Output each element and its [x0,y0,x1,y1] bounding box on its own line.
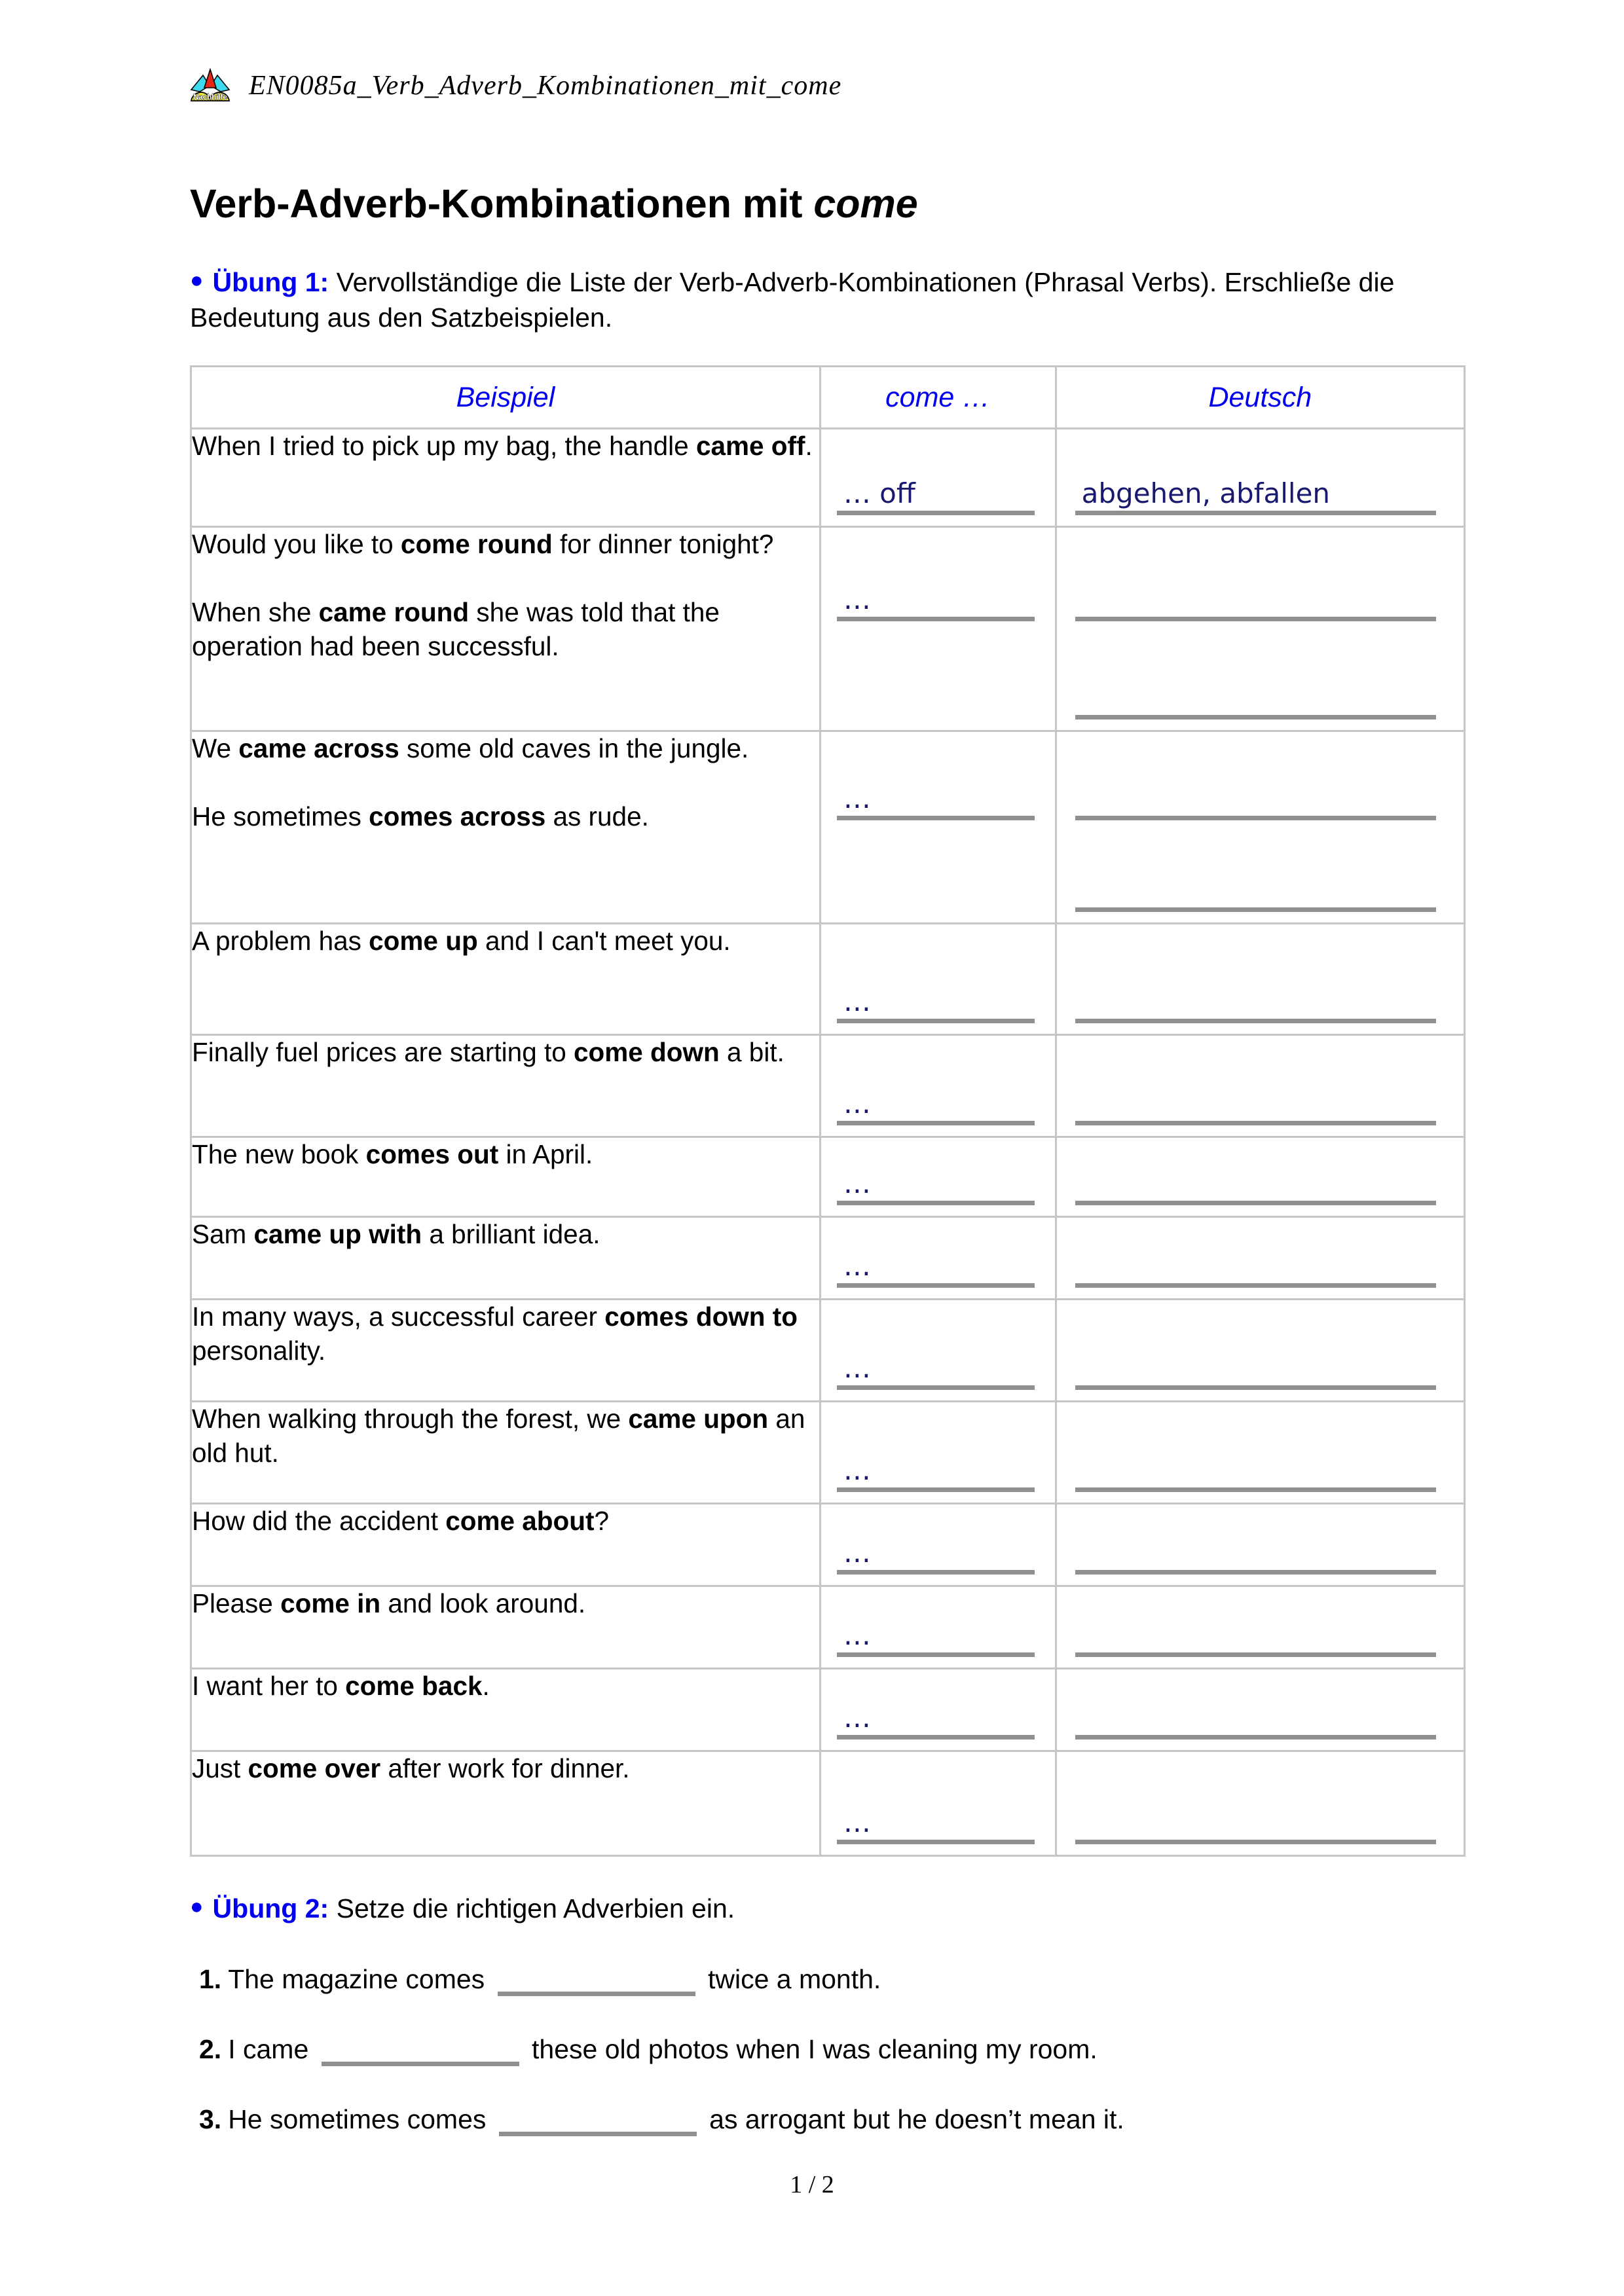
table-row [191,1137,1465,1217]
bullet-icon: ● [190,1894,204,1920]
answer-blank-line [1075,1240,1436,1288]
deutsch-answer-cell [1056,1751,1464,1856]
answer-text: … [843,985,871,1018]
answer-text: … [843,1352,871,1385]
deutsch-answer-cell [1056,1669,1464,1751]
item-number: 2. [199,2034,222,2065]
answer-text [1075,1120,1082,1121]
item-number: 3. [199,2104,222,2135]
deutsch-answer-cell [1056,924,1464,1035]
table-row [191,429,1465,527]
answer-blank-line [1075,1078,1436,1125]
answer-text [1075,1486,1082,1487]
fill-in-blank-line [322,2033,519,2066]
exercise2-label: Übung 2: [212,1893,329,1924]
answer-blank-line [837,467,1035,515]
answer-text: … off [843,477,915,510]
answer-text [1075,714,1082,715]
table-row [191,731,1465,924]
exercise1-label: Übung 1: [212,267,329,297]
answer-blank-line [837,1444,1035,1492]
table-row [191,527,1465,731]
answer-blank-line [1075,574,1436,621]
answer-blank-line [1075,1609,1436,1657]
example-sentence: Sam came up with a brilliant idea. [192,1219,600,1250]
example-sentence: In many ways, a successful career comes down to personality. [192,1302,798,1366]
table-body [191,429,1465,1856]
come-answer-cell [820,1669,1056,1751]
exercise2-item: 2. I came these old photos when I was cleaning my room. [190,2033,1466,2066]
come-answer-cell [820,1751,1056,1856]
answer-text: abgehen, abfallen [1081,477,1331,510]
answer-text: … [843,1167,871,1200]
column-header: come … [820,367,1056,429]
answer-blank-line [1075,467,1436,515]
answer-blank-line [837,1078,1035,1125]
table-row [191,1669,1465,1751]
answer-text [1075,1282,1082,1283]
answer-blank-line [837,1157,1035,1205]
title-italic-word: come [813,181,918,226]
exercise2-list [190,1963,1466,2136]
answer-blank-line [1075,1692,1436,1740]
example-cell [191,1035,821,1137]
example-cell [191,1300,821,1402]
document-header [190,0,1466,103]
example-cell [191,1402,821,1504]
answer-text: … [843,583,871,616]
example-sentence: Finally fuel prices are starting to come down a bit. [192,1037,784,1068]
example-cell [191,1504,821,1586]
answer-blank-line [1075,672,1436,720]
nachhilfe-logo [190,68,231,103]
table-row [191,924,1465,1035]
example-sentence: He sometimes comes across as rude. [192,801,649,832]
come-answer-cell [820,1402,1056,1504]
example-cell [191,1669,821,1751]
come-answer-cell [820,527,1056,731]
answer-blank-line [1075,1157,1436,1205]
answer-blank-line [837,1240,1035,1288]
answer-text: … [843,1250,871,1283]
answer-blank-line [837,1527,1035,1575]
answer-blank-line [1075,864,1436,912]
answer-blank-line [837,574,1035,621]
answer-text: … [843,1619,871,1652]
answer-text [1075,1199,1082,1201]
table-row [191,1751,1465,1856]
example-cell [191,1751,821,1856]
answer-text [1075,1384,1082,1385]
answer-blank-line [1075,975,1436,1023]
answer-blank-line [837,1692,1035,1740]
logo-text: Nachhilfe [193,94,227,101]
item-number: 1. [199,1964,222,1995]
answer-text: … [843,1702,871,1734]
exercise2-instruction: Setze die richtigen Adverbien ein. [336,1893,735,1924]
answer-text [1075,814,1082,816]
answer-blank-line [1075,1342,1436,1390]
answer-text [1075,1734,1082,1735]
answer-text: … [843,1806,871,1839]
answer-text [1075,1651,1082,1652]
deutsch-answer-cell [1056,429,1464,527]
example-sentence: When I tried to pick up my bag, the handle came off. [192,431,813,462]
table-row [191,1035,1465,1137]
table-row [191,1504,1465,1586]
answer-blank-line [837,1609,1035,1657]
example-sentence: When she came round she was told that the operation had been successful. [192,597,720,661]
answer-blank-line [1075,773,1436,820]
exercise1-instruction: Vervollständige die Liste der Verb-Adverb-Kombinationen (Phrasal Verbs). Erschließe die Bedeutung aus den Satzbeispielen. [190,267,1395,333]
answer-text [1075,1017,1082,1019]
answer-text: … [843,1537,871,1569]
answer-blank-line [837,1796,1035,1844]
answer-text [1075,906,1082,907]
come-answer-cell [820,1035,1056,1137]
deutsch-answer-cell [1056,731,1464,924]
answer-blank-line [1075,1796,1436,1844]
answer-text: … [843,782,871,815]
column-header: Deutsch [1056,367,1464,429]
exercise2-heading [190,1891,1466,1926]
come-answer-cell [820,1300,1056,1402]
example-sentence: A problem has come up and I can't meet you. [192,926,731,957]
example-cell [191,1586,821,1669]
exercise1-heading [190,264,1466,335]
table-row [191,1402,1465,1504]
example-cell [191,1217,821,1300]
page-title: Verb-Adverb-Kombinationen mit come [190,181,918,226]
page-content [190,0,1466,2136]
example-sentence: We came across some old caves in the jungle. [192,733,749,764]
phrasal-verbs-table [190,365,1466,1857]
answer-blank-line [1075,1527,1436,1575]
exercise2-item: 3. He sometimes comes as arrogant but he doesn’t mean it. [190,2103,1466,2136]
answer-text [1075,1838,1082,1840]
come-answer-cell [820,1504,1056,1586]
deutsch-answer-cell [1056,1504,1464,1586]
deutsch-answer-cell [1056,1402,1464,1504]
example-sentence: The new book comes out in April. [192,1139,593,1170]
example-cell [191,1137,821,1217]
come-answer-cell [820,1137,1056,1217]
exercise2-item: 1. The magazine comes twice a month. [190,1963,1466,1996]
example-cell [191,924,821,1035]
deutsch-answer-cell [1056,1300,1464,1402]
come-answer-cell [820,924,1056,1035]
answer-blank-line [837,773,1035,820]
table-row [191,1300,1465,1402]
fill-in-blank-line [498,1963,695,1996]
answer-text: … [843,1454,871,1487]
answer-blank-line [837,975,1035,1023]
bullet-icon: ● [190,268,204,293]
deutsch-answer-cell [1056,1137,1464,1217]
column-header: Beispiel [191,367,821,429]
table-row [191,1217,1465,1300]
deutsch-answer-cell [1056,1035,1464,1137]
deutsch-answer-cell [1056,1586,1464,1669]
come-answer-cell [820,1586,1056,1669]
example-cell [191,731,821,924]
come-answer-cell [820,429,1056,527]
document-filename: EN0085a_Verb_Adverb_Kombinationen_mit_come [249,71,842,101]
answer-text [1075,615,1082,617]
example-sentence: Would you like to come round for dinner tonight? [192,529,774,560]
answer-blank-line [1075,1444,1436,1492]
example-cell [191,429,821,527]
answer-text: … [843,1087,871,1120]
come-answer-cell [820,1217,1056,1300]
example-cell [191,527,821,731]
page-number: 1 / 2 [790,2171,834,2198]
table-header-row [191,367,1465,429]
deutsch-answer-cell [1056,527,1464,731]
example-sentence: How did the accident come about? [192,1506,610,1537]
answer-text [1075,1569,1082,1570]
fill-in-blank-line [499,2103,697,2136]
table-row [191,1586,1465,1669]
example-sentence: I want her to come back. [192,1671,490,1702]
deutsch-answer-cell [1056,1217,1464,1300]
come-answer-cell [820,731,1056,924]
answer-blank-line [837,1342,1035,1390]
example-sentence: Just come over after work for dinner. [192,1753,630,1784]
example-sentence: Please come in and look around. [192,1588,586,1619]
example-sentence: When walking through the forest, we came upon an old hut. [192,1404,805,1468]
